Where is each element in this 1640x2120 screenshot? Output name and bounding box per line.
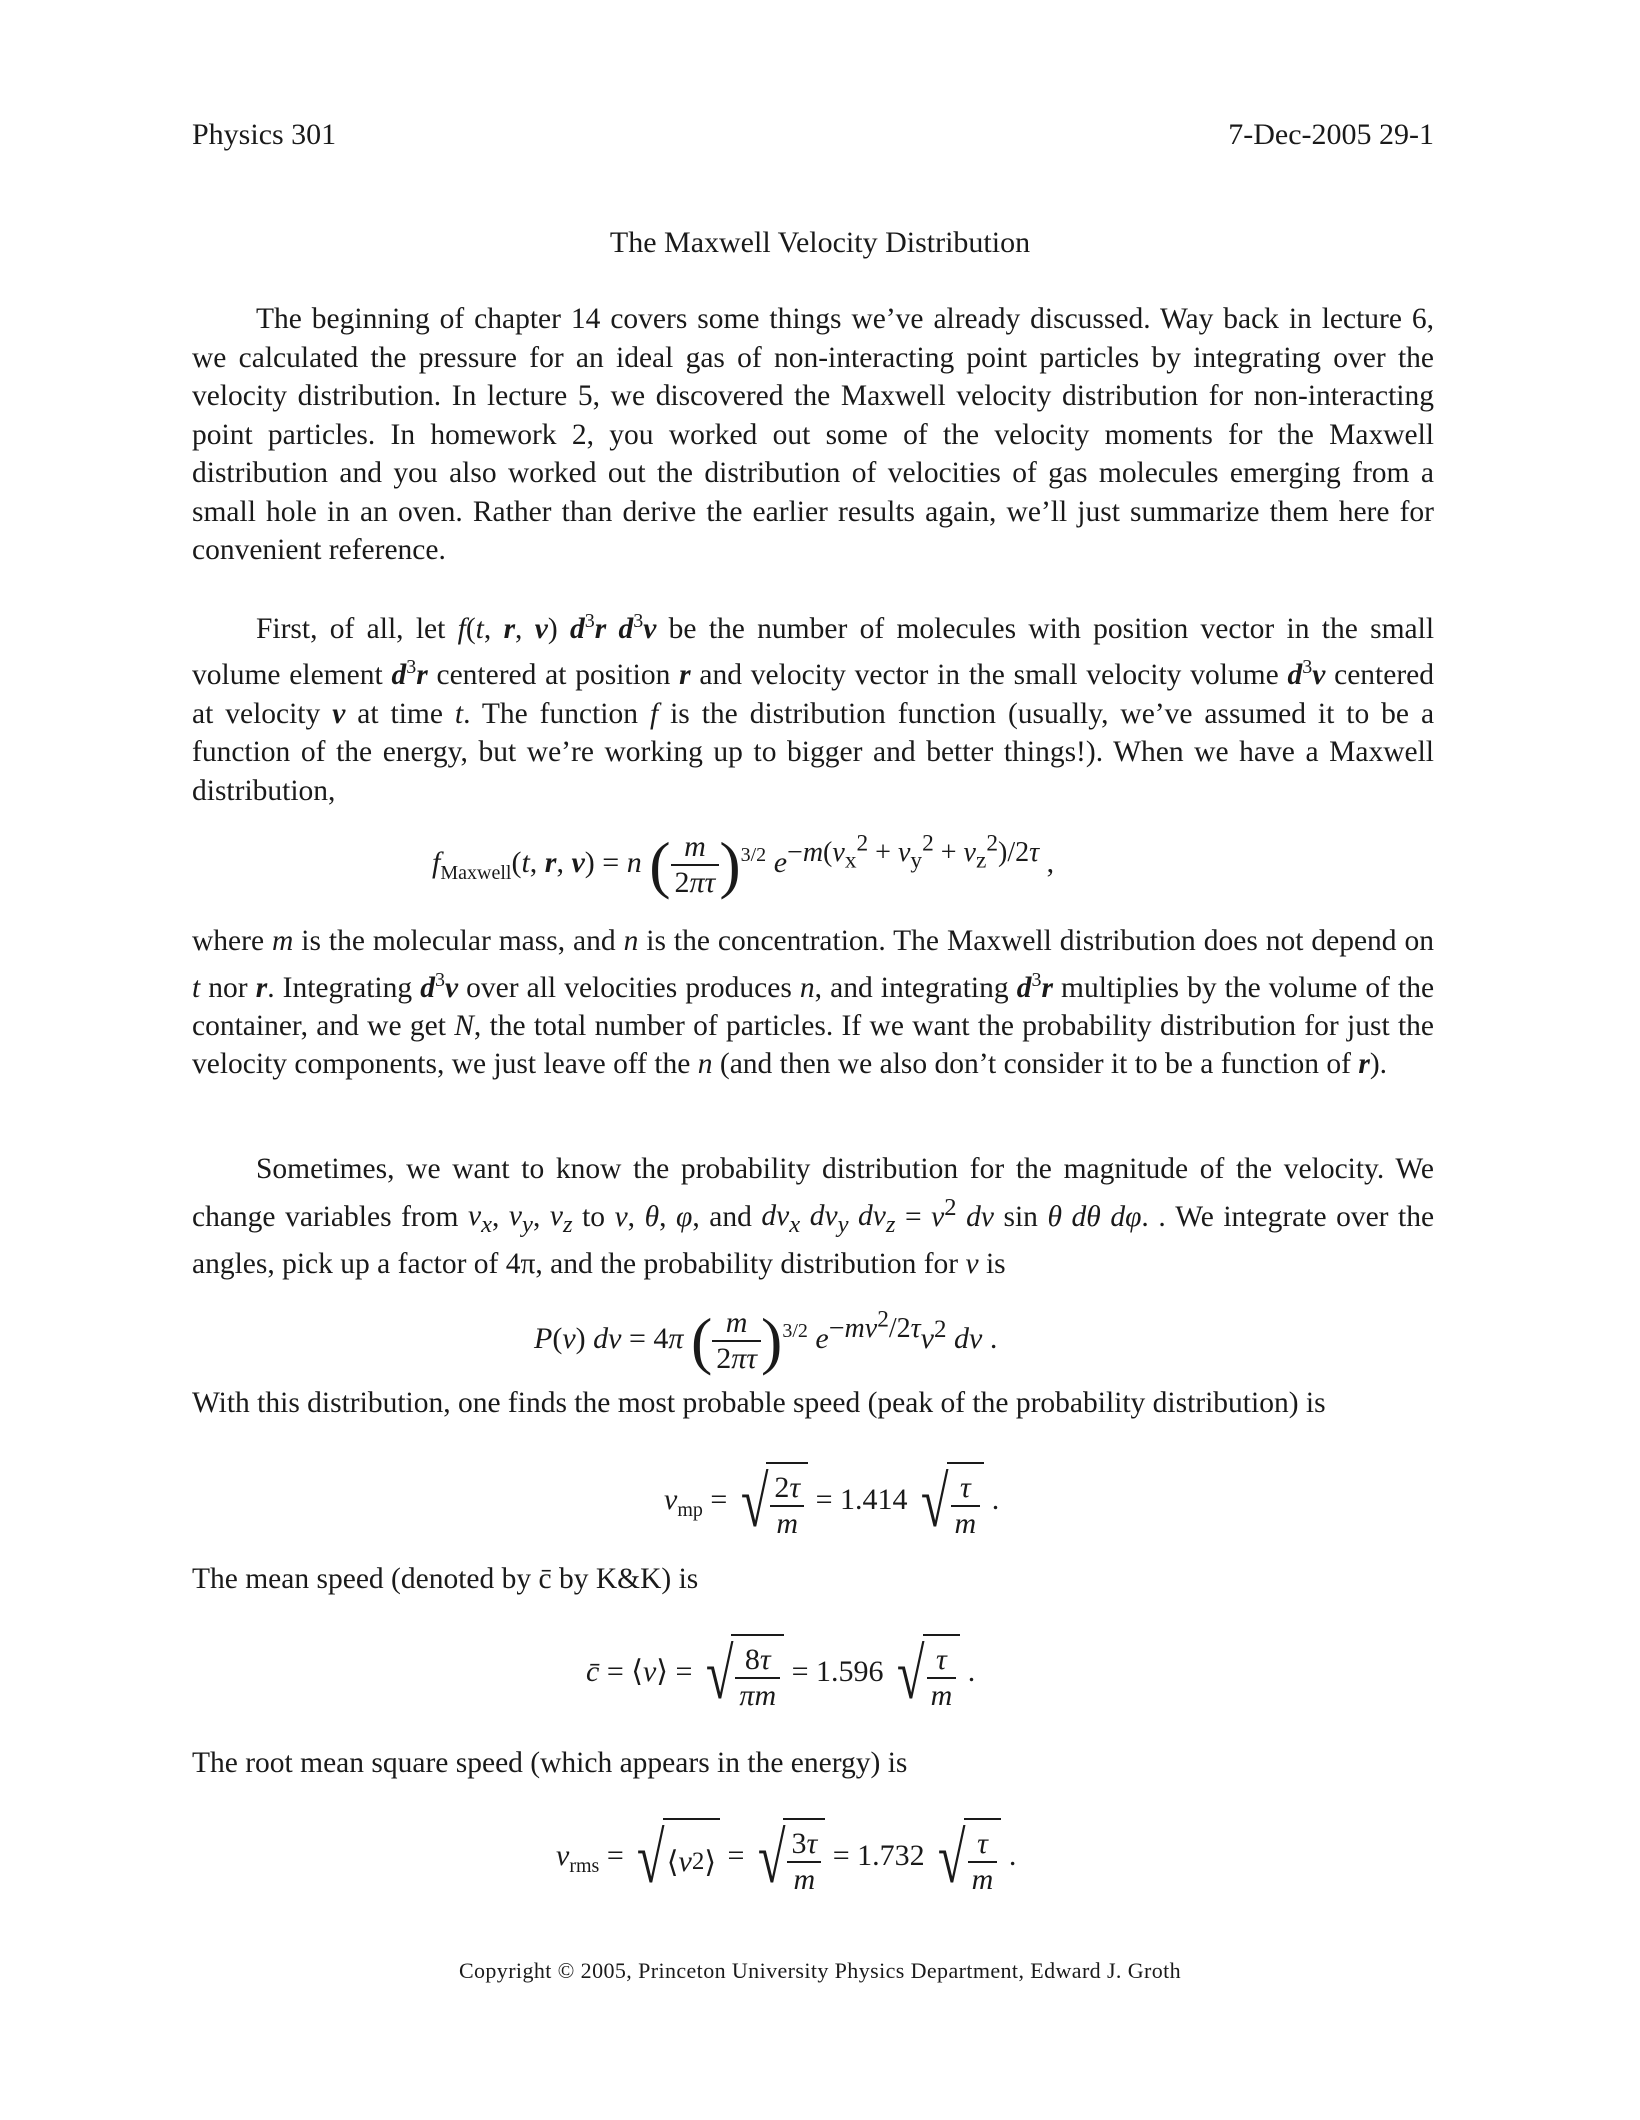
copyright-footer: Copyright © 2005, Princeton University Physics Department, Edward J. Groth	[458, 1958, 1182, 1983]
rms-coefficient: 1.732	[857, 1838, 925, 1872]
vmp-coefficient: 1.414	[840, 1482, 908, 1516]
paragraph-intro: The beginning of chapter 14 covers some things we’ve already discussed. Way back in lecture 6, we calculated the pressure for an ideal gas of non-interacting point particles by integrating over the velocity distribution. In lecture 5, we discovered the Maxwell velocity distribution for non-interacting point particles. In homework 2, you worked out some of the velocity moments for the Maxwell distribution and you also worked out the distribution of velocities of gas molecules emerging from a small hole in an oven. Rather than derive the earlier results again, we’ll just summarize them here for convenient reference.	[192, 303, 1434, 566]
equation-rms-speed: $v_{rms}$ = √ ⟨ v 2 ⟩ = √ $\frac{3\tau}{m}$ = 1.732 √ $\frac{\tau}{m}$ .	[556, 1818, 1017, 1898]
paragraph-most-probable: With this distribution, one finds the most probable speed (peak of the probability distribution) is	[192, 1387, 1326, 1419]
page-title: The Maxwell Velocity Distribution	[609, 226, 1031, 259]
header-date-page: 7-Dec-2005 29-1	[1228, 118, 1434, 151]
paragraph-definition: First, of all, let f(t, r, v) $d^3r$ $d^3v$ be the number of molecules with position vector in the small volume element $d^3r$ centered at position r and velocity vector in the small velocity volume $d^3v$ centered at velocity v at time t. The function f is the distribution function (usually, we’ve assumed it to be a function of the energy, but we’re working up to bigger and better things!). When we have a Maxwell distribution,	[192, 610, 1435, 807]
paragraph-speed-distribution: Sometimes, we want to know the probability distribution for the magnitude of the velocity. We change variables from $v_x$, $v_y$, $v_z$ to v, θ, φ, and $dv_x$ $dv_y$ $dv_z = v^2$ dv sin θ dθ dφ. . We integrate over the angles, pick up a factor of 4π, and the probability distribution for v is	[192, 1153, 1435, 1280]
paragraph-rms-speed: The root mean square speed (which appears in the energy) is	[192, 1747, 908, 1779]
equation-speed-probability: P(v) dv = 4π ( $\frac{m}{2\pi\tau}$ )$^{3/2}$ $e-mv^2/2\tau v^2$ dv .	[534, 1305, 998, 1376]
equation-maxwell-distribution: $f_{Maxwell}(t$, r, v) = n ( $\frac{m}{2\pi\tau}$ )$^{3/2}$ $e-m(v_x^2 + v_y^2 + v_z^2)/2\tau$ ,	[432, 829, 1055, 900]
equation-mean-speed: c̄ = ⟨v⟩ = √ $\frac{8\tau}{\pi m}$ = 1.596 √ $\frac{\tau}{m}$ .	[586, 1634, 976, 1714]
header-course: Physics 301	[192, 118, 337, 151]
equation-most-probable-speed: $v_{mp}$ = √ $\frac{2\tau}{m}$ = 1.414 √ $\frac{\tau}{m}$ .	[664, 1462, 1000, 1542]
paragraph-interpretation: where m is the molecular mass, and n is the concentration. The Maxwell distribution does not depend on t nor r. Integrating $d^3v$ over all velocities produces n, and integrating $d^3r$ multiplies by the volume of the container, and we get N, the total number of particles. If we want the probability distribution for just the velocity components, we just leave off the n (and then we also don’t consider it to be a function of r).	[192, 925, 1435, 1081]
mean-coefficient: 1.596	[816, 1654, 884, 1688]
paragraph-mean-speed: The mean speed (denoted by c̄ by K&K) is	[192, 1563, 699, 1595]
